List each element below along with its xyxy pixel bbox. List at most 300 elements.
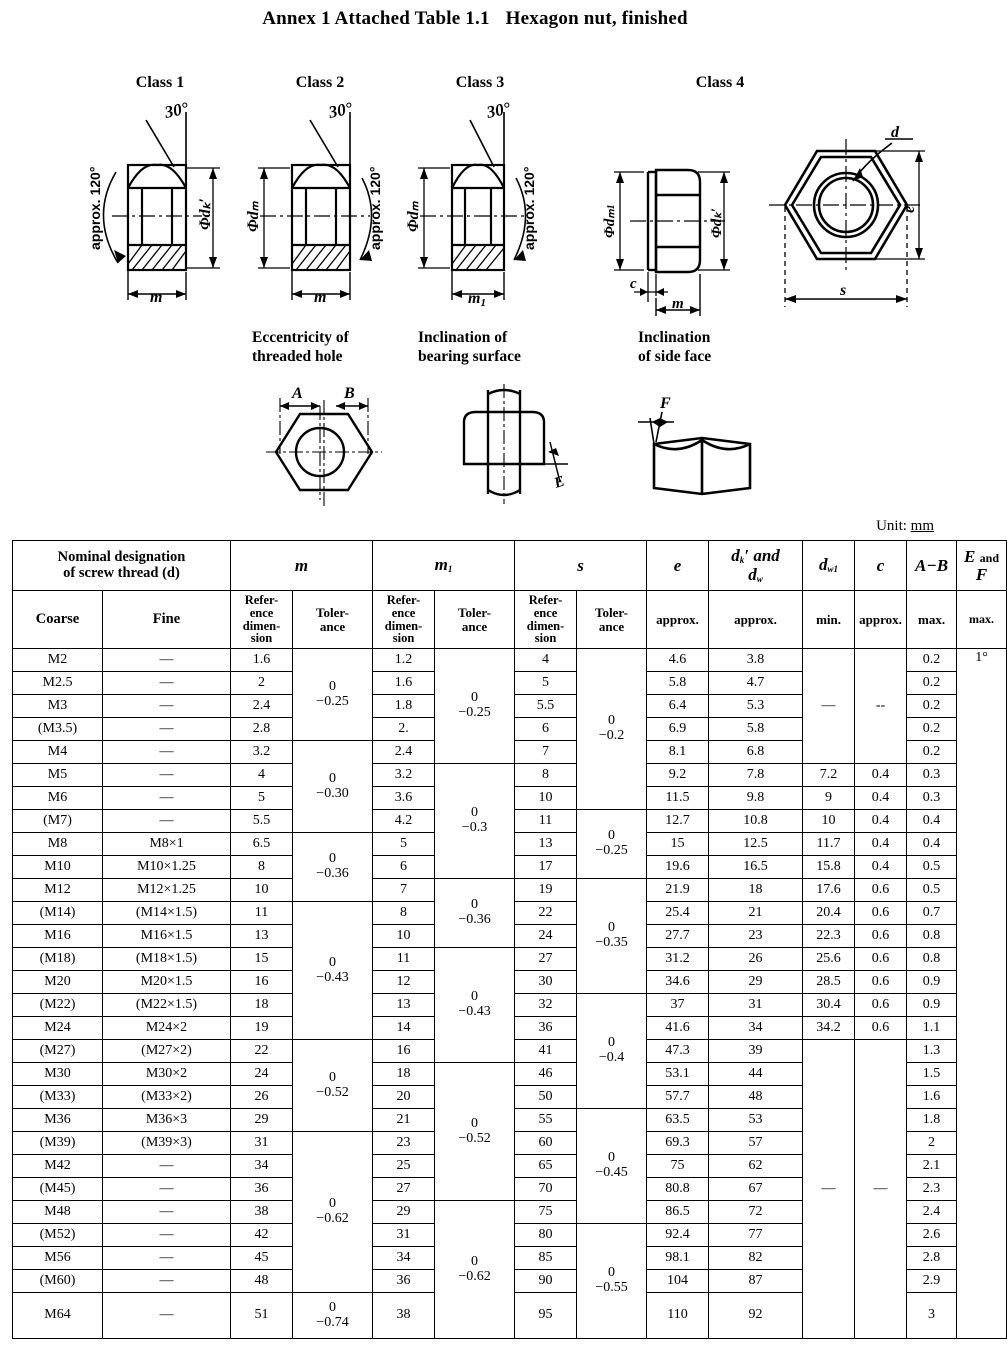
svg-text:m: m xyxy=(314,289,327,306)
cell-dk-dw: 82 xyxy=(709,1247,803,1270)
class2-drawing xyxy=(230,100,415,315)
cell-dk-dw: 7.8 xyxy=(709,764,803,787)
header-dw1: $d_{w1}$ xyxy=(803,541,855,591)
cell-e: 12.7 xyxy=(647,810,709,833)
cell-m-tolerance: 0 −0.25 xyxy=(293,649,373,741)
cell-e: 31.2 xyxy=(647,948,709,971)
cell-e: 92.4 xyxy=(647,1224,709,1247)
cell-a-minus-b: 0.4 xyxy=(907,833,957,856)
cell-e: 6.4 xyxy=(647,695,709,718)
cell-c: 0.6 xyxy=(855,902,907,925)
cell-a-minus-b: 0.4 xyxy=(907,810,957,833)
cell-dw1: 30.4 xyxy=(803,994,855,1017)
cell-s-reference: 46 xyxy=(515,1063,577,1086)
cell-coarse: (M52) xyxy=(13,1224,103,1247)
cell-dk-dw: 92 xyxy=(709,1293,803,1339)
cell-dk-dw: 9.8 xyxy=(709,787,803,810)
cell-dw1: 28.5 xyxy=(803,971,855,994)
cell-fine: — xyxy=(103,1178,231,1201)
cell-coarse: (M7) xyxy=(13,810,103,833)
dimensions-table xyxy=(12,540,1007,1339)
cell-fine: — xyxy=(103,1224,231,1247)
cell-e: 57.7 xyxy=(647,1086,709,1109)
cell-m1-reference: 2.4 xyxy=(373,741,435,764)
svg-text:Φdₘ: Φdₘ xyxy=(405,201,422,232)
cell-dk-dw: 44 xyxy=(709,1063,803,1086)
header-e-and-f: E and F xyxy=(957,541,1007,591)
cell-dk-dw: 34 xyxy=(709,1017,803,1040)
cell-a-minus-b: 0.7 xyxy=(907,902,957,925)
cell-dk-dw: 4.7 xyxy=(709,672,803,695)
cell-s-reference: 41 xyxy=(515,1040,577,1063)
bearing-line1: Inclination of xyxy=(418,329,508,346)
cell-dk-dw: 53 xyxy=(709,1109,803,1132)
class-label-4: Class 4 xyxy=(695,74,745,91)
cell-coarse: M48 xyxy=(13,1201,103,1224)
cell-m1-reference: 5 xyxy=(373,833,435,856)
bearing-line2: bearing surface xyxy=(418,348,521,366)
cell-a-minus-b: 2.9 xyxy=(907,1270,957,1293)
cell-a-minus-b: 0.9 xyxy=(907,971,957,994)
header-c: c xyxy=(855,541,907,591)
cell-m1-reference: 27 xyxy=(373,1178,435,1201)
cell-e: 15 xyxy=(647,833,709,856)
table-row xyxy=(13,879,1007,902)
cell-dw1: 20.4 xyxy=(803,902,855,925)
cell-coarse: M42 xyxy=(13,1155,103,1178)
cell-fine: (M39×3) xyxy=(103,1132,231,1155)
dimensions-table-wrapper xyxy=(12,518,999,1339)
svg-text:F: F xyxy=(660,395,671,412)
cell-c: 0.4 xyxy=(855,810,907,833)
cell-coarse: (M18) xyxy=(13,948,103,971)
cell-dk-dw: 21 xyxy=(709,902,803,925)
eccentricity-drawing xyxy=(258,380,398,525)
cell-a-minus-b: 1.6 xyxy=(907,1086,957,1109)
cell-coarse: M5 xyxy=(13,764,103,787)
svg-text:s: s xyxy=(840,282,847,299)
header-m-reference: Refer- ence dimen- sion xyxy=(231,591,293,649)
cell-a-minus-b: 0.3 xyxy=(907,764,957,787)
cell-dk-dw: 16.5 xyxy=(709,856,803,879)
cell-dk-dw: 5.8 xyxy=(709,718,803,741)
cell-dk-dw: 77 xyxy=(709,1224,803,1247)
cell-c: -- xyxy=(855,649,907,764)
header-dk-dw: $d_k'$ and $d_w$ xyxy=(709,541,803,591)
cell-m-tolerance: 0 −0.74 xyxy=(293,1293,373,1339)
cell-dw1: 9 xyxy=(803,787,855,810)
cell-dk-dw: 18 xyxy=(709,879,803,902)
header-s: s xyxy=(515,541,647,591)
cell-s-reference: 80 xyxy=(515,1224,577,1247)
cell-c: 0.6 xyxy=(855,1017,907,1040)
cell-fine: M24×2 xyxy=(103,1017,231,1040)
cell-s-reference: 24 xyxy=(515,925,577,948)
cell-dw1: 25.6 xyxy=(803,948,855,971)
cell-dk-dw: 67 xyxy=(709,1178,803,1201)
cell-e: 5.8 xyxy=(647,672,709,695)
svg-text:30°: 30° xyxy=(326,98,355,122)
svg-text:e: e xyxy=(901,205,918,213)
cell-s-reference: 60 xyxy=(515,1132,577,1155)
cell-m-reference: 4 xyxy=(231,764,293,787)
title-part1: Annex 1 Attached Table 1.1 xyxy=(262,8,490,29)
cell-a-minus-b: 2.6 xyxy=(907,1224,957,1247)
cell-m1-reference: 23 xyxy=(373,1132,435,1155)
cell-dk-dw: 31 xyxy=(709,994,803,1017)
cell-m-reference: 36 xyxy=(231,1178,293,1201)
cell-a-minus-b: 0.2 xyxy=(907,718,957,741)
unit-value: mm xyxy=(910,518,934,534)
cell-m-tolerance: 0 −0.52 xyxy=(293,1040,373,1132)
cell-s-reference: 90 xyxy=(515,1270,577,1293)
cell-dk-dw: 3.8 xyxy=(709,649,803,672)
cell-m-reference: 34 xyxy=(231,1155,293,1178)
cell-s-tolerance: 0 −0.55 xyxy=(577,1224,647,1339)
cell-dw1: 7.2 xyxy=(803,764,855,787)
cell-m1-tolerance: 0 −0.52 xyxy=(435,1063,515,1201)
cell-c: 0.4 xyxy=(855,833,907,856)
cell-e: 27.7 xyxy=(647,925,709,948)
cell-m-reference: 15 xyxy=(231,948,293,971)
cell-m-reference: 26 xyxy=(231,1086,293,1109)
page-title xyxy=(0,0,950,30)
cell-m-reference: 48 xyxy=(231,1270,293,1293)
cell-m-reference: 6.5 xyxy=(231,833,293,856)
cell-c: 0.6 xyxy=(855,925,907,948)
header-row-groups xyxy=(13,541,1007,591)
cell-a-minus-b: 2.4 xyxy=(907,1201,957,1224)
cell-a-minus-b: 0.9 xyxy=(907,994,957,1017)
svg-text:approx. 120°: approx. 120° xyxy=(367,166,383,250)
cell-a-minus-b: 0.5 xyxy=(907,879,957,902)
cell-m1-reference: 16 xyxy=(373,1040,435,1063)
cell-coarse: M3 xyxy=(13,695,103,718)
cell-m1-tolerance: 0 −0.3 xyxy=(435,764,515,879)
cell-s-tolerance: 0 −0.45 xyxy=(577,1109,647,1224)
cell-s-reference: 85 xyxy=(515,1247,577,1270)
cell-s-reference: 95 xyxy=(515,1293,577,1339)
cell-e: 75 xyxy=(647,1155,709,1178)
cell-coarse: M24 xyxy=(13,1017,103,1040)
cell-dk-dw: 87 xyxy=(709,1270,803,1293)
cell-c: 0.4 xyxy=(855,787,907,810)
header-ef-max: max. xyxy=(957,591,1007,649)
cell-a-minus-b: 2.1 xyxy=(907,1155,957,1178)
cell-fine: — xyxy=(103,1247,231,1270)
cell-s-reference: 30 xyxy=(515,971,577,994)
class-label-3: Class 3 xyxy=(455,74,505,91)
cell-s-reference: 13 xyxy=(515,833,577,856)
cell-c: 0.4 xyxy=(855,856,907,879)
section-label-eccentricity xyxy=(252,328,412,367)
cell-dk-dw: 72 xyxy=(709,1201,803,1224)
section-label-bearing xyxy=(418,328,588,367)
figures-section xyxy=(0,30,950,492)
cell-m-tolerance: 0 −0.30 xyxy=(293,741,373,833)
svg-text:Φdₘ: Φdₘ xyxy=(245,201,262,232)
header-a-minus-b: A−B xyxy=(907,541,957,591)
unit-label: Unit: mm xyxy=(876,518,934,534)
cell-m-reference: 2.4 xyxy=(231,695,293,718)
svg-text:Φdₖ′: Φdₖ′ xyxy=(709,208,725,238)
svg-text:m1: m1 xyxy=(468,290,486,309)
cell-s-reference: 7 xyxy=(515,741,577,764)
cell-dw1: 17.6 xyxy=(803,879,855,902)
cell-m-reference: 45 xyxy=(231,1247,293,1270)
title-part2: Hexagon nut, finished xyxy=(505,8,688,29)
cell-coarse: M10 xyxy=(13,856,103,879)
cell-dk-dw: 39 xyxy=(709,1040,803,1063)
svg-text:m: m xyxy=(672,296,684,312)
cell-m1-reference: 20 xyxy=(373,1086,435,1109)
cell-s-reference: 50 xyxy=(515,1086,577,1109)
cell-e: 69.3 xyxy=(647,1132,709,1155)
cell-e-and-f: 1° xyxy=(957,649,1007,1339)
cell-m-reference: 51 xyxy=(231,1293,293,1339)
svg-text:E: E xyxy=(552,473,567,492)
cell-e: 104 xyxy=(647,1270,709,1293)
cell-m1-reference: 18 xyxy=(373,1063,435,1086)
cell-a-minus-b: 1.3 xyxy=(907,1040,957,1063)
cell-a-minus-b: 0.2 xyxy=(907,672,957,695)
header-m1: $m_1$ xyxy=(373,541,515,591)
cell-m-reference: 2.8 xyxy=(231,718,293,741)
cell-s-reference: 55 xyxy=(515,1109,577,1132)
cell-coarse: M12 xyxy=(13,879,103,902)
class3-drawing xyxy=(390,100,575,315)
cell-e: 25.4 xyxy=(647,902,709,925)
cell-s-reference: 32 xyxy=(515,994,577,1017)
cell-m-reference: 16 xyxy=(231,971,293,994)
cell-m-reference: 19 xyxy=(231,1017,293,1040)
cell-m1-reference: 3.6 xyxy=(373,787,435,810)
header-m: m xyxy=(231,541,373,591)
cell-a-minus-b: 0.2 xyxy=(907,695,957,718)
cell-e: 53.1 xyxy=(647,1063,709,1086)
cell-m1-reference: 29 xyxy=(373,1201,435,1224)
cell-coarse: M4 xyxy=(13,741,103,764)
cell-fine: — xyxy=(103,810,231,833)
svg-text:c: c xyxy=(630,276,637,292)
cell-m-reference: 2 xyxy=(231,672,293,695)
header-row-subs xyxy=(13,591,1007,649)
cell-dk-dw: 26 xyxy=(709,948,803,971)
cell-dw1: 11.7 xyxy=(803,833,855,856)
class1-drawing xyxy=(70,100,255,315)
cell-e: 86.5 xyxy=(647,1201,709,1224)
cell-m1-reference: 6 xyxy=(373,856,435,879)
cell-dk-dw: 57 xyxy=(709,1132,803,1155)
cell-a-minus-b: 0.5 xyxy=(907,856,957,879)
cell-s-reference: 36 xyxy=(515,1017,577,1040)
cell-s-reference: 6 xyxy=(515,718,577,741)
cell-c: 0.6 xyxy=(855,971,907,994)
cell-fine: (M14×1.5) xyxy=(103,902,231,925)
cell-dw1: 34.2 xyxy=(803,1017,855,1040)
cell-e: 110 xyxy=(647,1293,709,1339)
cell-dk-dw: 10.8 xyxy=(709,810,803,833)
cell-coarse: M56 xyxy=(13,1247,103,1270)
cell-fine: M16×1.5 xyxy=(103,925,231,948)
cell-m-reference: 31 xyxy=(231,1132,293,1155)
angle-30-label: 30° xyxy=(162,98,191,122)
section-label-sideface xyxy=(638,328,798,367)
cell-e: 8.1 xyxy=(647,741,709,764)
cell-fine: — xyxy=(103,1155,231,1178)
cell-dw1: 10 xyxy=(803,810,855,833)
cell-fine: (M22×1.5) xyxy=(103,994,231,1017)
cell-coarse: (M3.5) xyxy=(13,718,103,741)
cell-m1-reference: 3.2 xyxy=(373,764,435,787)
cell-coarse: M20 xyxy=(13,971,103,994)
cell-m1-reference: 1.2 xyxy=(373,649,435,672)
cell-s-reference: 11 xyxy=(515,810,577,833)
header-m-tolerance: Toler- ance xyxy=(293,591,373,649)
cell-e: 9.2 xyxy=(647,764,709,787)
cell-m1-reference: 12 xyxy=(373,971,435,994)
svg-text:Φdₘ1: Φdₘ1 xyxy=(602,204,618,238)
cell-fine: M30×2 xyxy=(103,1063,231,1086)
cell-m-tolerance: 0 −0.62 xyxy=(293,1132,373,1293)
cell-m1-reference: 36 xyxy=(373,1270,435,1293)
cell-m-reference: 29 xyxy=(231,1109,293,1132)
cell-e: 41.6 xyxy=(647,1017,709,1040)
cell-s-reference: 70 xyxy=(515,1178,577,1201)
cell-c: 0.6 xyxy=(855,879,907,902)
sideface-line1: Inclination xyxy=(638,329,711,346)
cell-a-minus-b: 2.8 xyxy=(907,1247,957,1270)
cell-m-reference: 3.2 xyxy=(231,741,293,764)
cell-fine: — xyxy=(103,741,231,764)
cell-m1-reference: 2. xyxy=(373,718,435,741)
cell-m-reference: 5 xyxy=(231,787,293,810)
cell-s-reference: 4 xyxy=(515,649,577,672)
header-e-approx: approx. xyxy=(647,591,709,649)
cell-coarse: (M14) xyxy=(13,902,103,925)
cell-e: 19.6 xyxy=(647,856,709,879)
cell-a-minus-b: 3 xyxy=(907,1293,957,1339)
cell-m-reference: 22 xyxy=(231,1040,293,1063)
cell-m1-reference: 13 xyxy=(373,994,435,1017)
cell-m1-reference: 8 xyxy=(373,902,435,925)
cell-fine: M8×1 xyxy=(103,833,231,856)
cell-m-reference: 42 xyxy=(231,1224,293,1247)
cell-dk-dw: 48 xyxy=(709,1086,803,1109)
cell-e: 34.6 xyxy=(647,971,709,994)
eccentricity-line1: Eccentricity of xyxy=(252,329,349,346)
cell-e: 6.9 xyxy=(647,718,709,741)
cell-e: 11.5 xyxy=(647,787,709,810)
cell-coarse: M2 xyxy=(13,649,103,672)
cell-m-reference: 5.5 xyxy=(231,810,293,833)
cell-m-reference: 38 xyxy=(231,1201,293,1224)
cell-m1-reference: 14 xyxy=(373,1017,435,1040)
svg-text:d: d xyxy=(891,124,899,141)
cell-fine: — xyxy=(103,695,231,718)
cell-s-reference: 22 xyxy=(515,902,577,925)
cell-e: 80.8 xyxy=(647,1178,709,1201)
cell-dk-dw: 12.5 xyxy=(709,833,803,856)
cell-fine: (M18×1.5) xyxy=(103,948,231,971)
cell-m-reference: 24 xyxy=(231,1063,293,1086)
cell-c: — xyxy=(855,1040,907,1339)
cell-m1-reference: 21 xyxy=(373,1109,435,1132)
cell-coarse: (M22) xyxy=(13,994,103,1017)
cell-m-reference: 13 xyxy=(231,925,293,948)
class-label-1: Class 1 xyxy=(135,74,185,91)
cell-a-minus-b: 0.3 xyxy=(907,787,957,810)
cell-dw1: 15.8 xyxy=(803,856,855,879)
cell-m-reference: 10 xyxy=(231,879,293,902)
cell-m-reference: 8 xyxy=(231,856,293,879)
cell-e: 47.3 xyxy=(647,1040,709,1063)
header-c-approx: approx. xyxy=(855,591,907,649)
cell-s-reference: 8 xyxy=(515,764,577,787)
cell-fine: — xyxy=(103,1201,231,1224)
header-nominal: Nominal designation of screw thread (d) xyxy=(13,541,231,591)
table-row xyxy=(13,948,1007,971)
cell-coarse: M16 xyxy=(13,925,103,948)
cell-m1-reference: 10 xyxy=(373,925,435,948)
class-label-2: Class 2 xyxy=(295,74,345,91)
cell-a-minus-b: 2.3 xyxy=(907,1178,957,1201)
cell-fine: M20×1.5 xyxy=(103,971,231,994)
cell-dw1: — xyxy=(803,1040,855,1339)
cell-e: 98.1 xyxy=(647,1247,709,1270)
cell-a-minus-b: 1.8 xyxy=(907,1109,957,1132)
svg-text:approx. 120°: approx. 120° xyxy=(521,166,537,250)
svg-text:A: A xyxy=(292,385,303,402)
cell-coarse: (M27) xyxy=(13,1040,103,1063)
cell-s-reference: 10 xyxy=(515,787,577,810)
header-fine: Fine xyxy=(103,591,231,649)
cell-fine: — xyxy=(103,1293,231,1339)
cell-dk-dw: 62 xyxy=(709,1155,803,1178)
cell-m1-reference: 4.2 xyxy=(373,810,435,833)
table-head xyxy=(13,541,1007,649)
cell-fine: — xyxy=(103,1270,231,1293)
cell-m-reference: 11 xyxy=(231,902,293,925)
cell-dk-dw: 23 xyxy=(709,925,803,948)
cell-a-minus-b: 2 xyxy=(907,1132,957,1155)
cell-fine: M12×1.25 xyxy=(103,879,231,902)
cell-m-tolerance: 0 −0.36 xyxy=(293,833,373,902)
cell-fine: — xyxy=(103,764,231,787)
cell-coarse: M2.5 xyxy=(13,672,103,695)
cell-dw1: 22.3 xyxy=(803,925,855,948)
header-coarse: Coarse xyxy=(13,591,103,649)
cell-s-tolerance: 0 −0.35 xyxy=(577,879,647,994)
cell-s-reference: 75 xyxy=(515,1201,577,1224)
cell-fine: — xyxy=(103,649,231,672)
cell-a-minus-b: 0.2 xyxy=(907,741,957,764)
header-s-tolerance: Toler- ance xyxy=(577,591,647,649)
cell-fine: — xyxy=(103,787,231,810)
cell-m1-reference: 34 xyxy=(373,1247,435,1270)
cell-coarse: (M39) xyxy=(13,1132,103,1155)
eccentricity-line2: threaded hole xyxy=(252,348,343,366)
cell-m1-reference: 31 xyxy=(373,1224,435,1247)
side-face-drawing xyxy=(632,382,772,517)
cell-dk-dw: 5.3 xyxy=(709,695,803,718)
cell-m1-tolerance: 0 −0.25 xyxy=(435,649,515,764)
cell-m1-reference: 38 xyxy=(373,1293,435,1339)
table-body xyxy=(13,649,1007,1339)
cell-m1-reference: 1.8 xyxy=(373,695,435,718)
header-dk-approx: approx. xyxy=(709,591,803,649)
cell-m-reference: 1.6 xyxy=(231,649,293,672)
